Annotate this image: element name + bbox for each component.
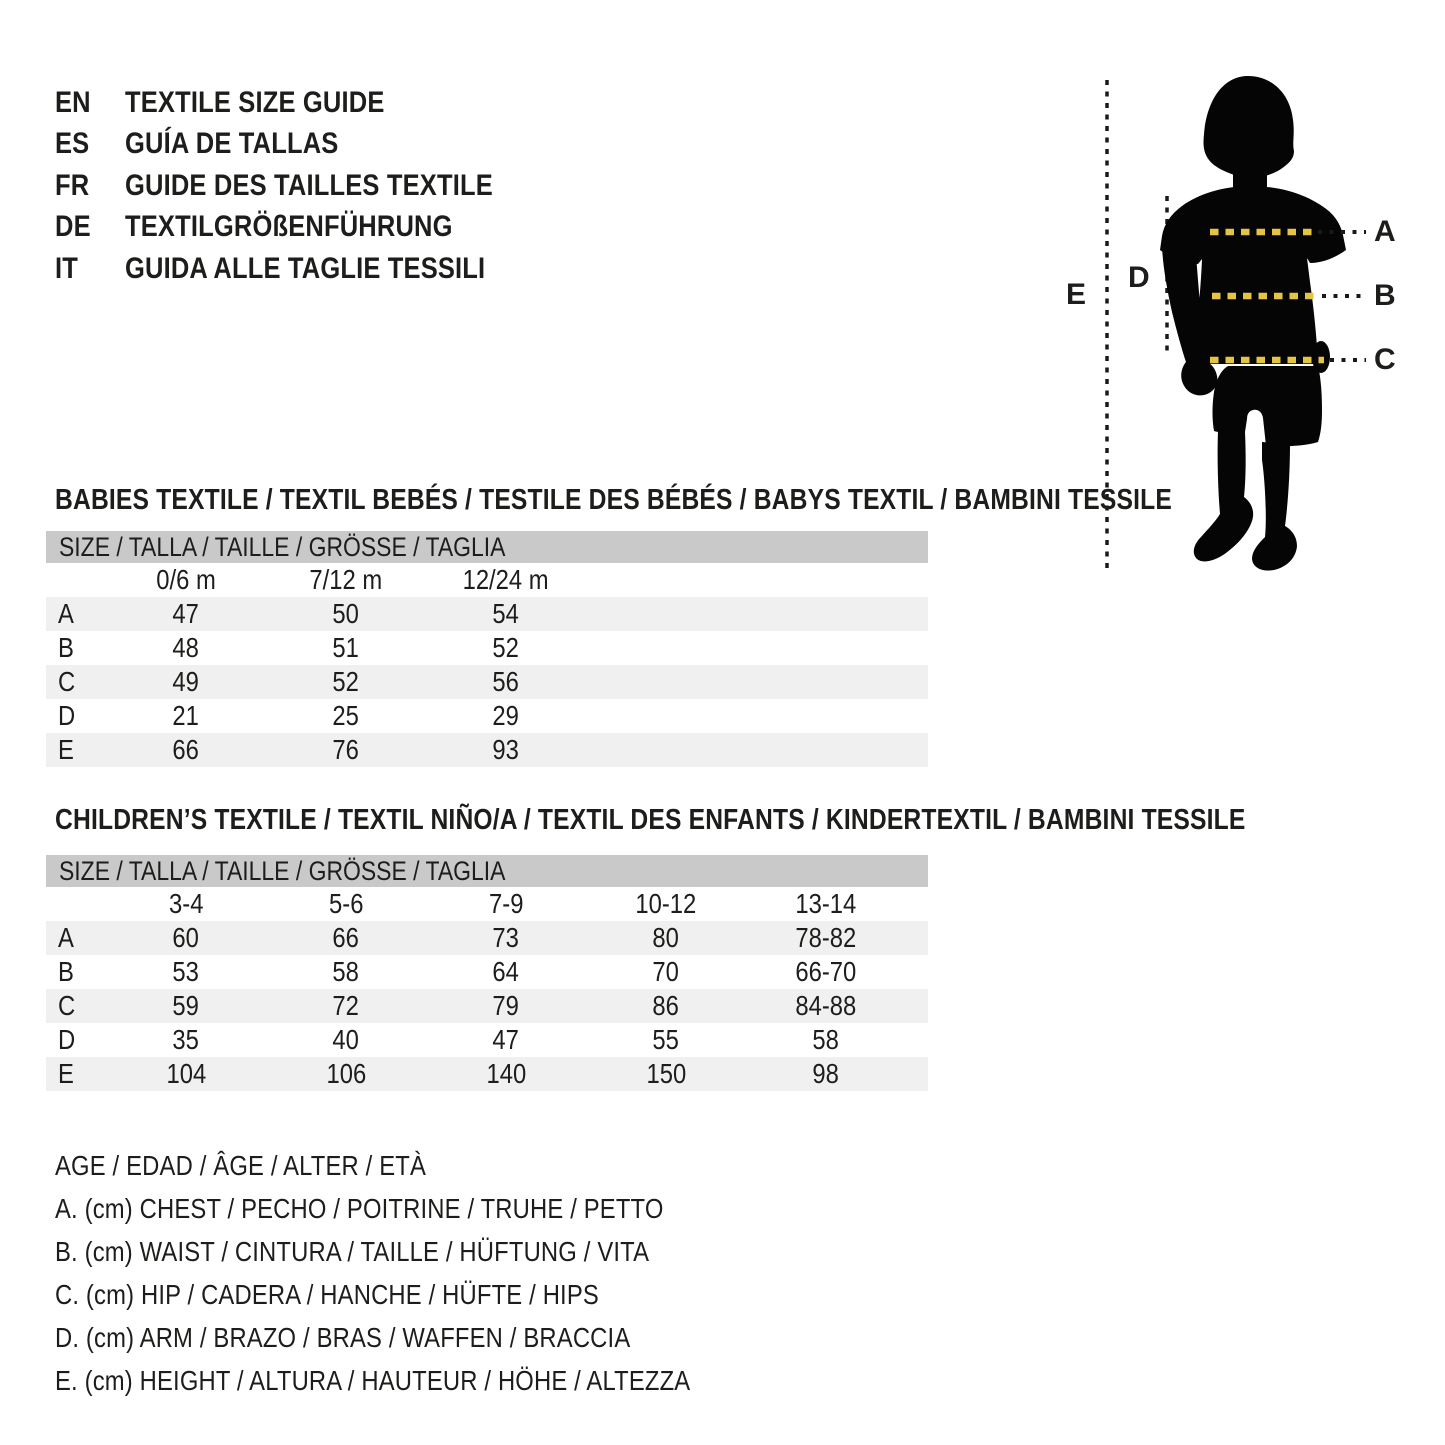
cell-value: 53 <box>172 956 200 987</box>
row-label: D <box>58 1024 76 1055</box>
figure-label-B: B <box>1374 279 1396 312</box>
lang-code: ES <box>55 127 90 161</box>
column-header: 10-12 <box>635 888 697 919</box>
row-label: A <box>58 922 74 953</box>
cell-value: 104 <box>166 1058 206 1089</box>
cell-value: 84-88 <box>795 990 857 1021</box>
size-row-A <box>46 921 928 955</box>
cell-value: 150 <box>646 1058 686 1089</box>
cell-value: 52 <box>332 666 360 697</box>
cell-value: 140 <box>486 1058 526 1089</box>
babies-section-title: BABIES TEXTILE / TEXTIL BEBÉS / TESTILE DES BÉBÉS / BABYS TEXTIL / BAMBINI TESSILE <box>55 484 1172 516</box>
guide-title: GUIDE DES TAILLES TEXTILE <box>125 168 493 202</box>
row-label: A <box>58 598 74 629</box>
measurement-legend <box>55 1144 802 1402</box>
guide-title: TEXTILGRÖßENFÜHRUNG <box>125 210 453 244</box>
children-size-table <box>46 855 928 1091</box>
cell-value: 47 <box>492 1024 520 1055</box>
figure-label-A: A <box>1374 215 1396 248</box>
cell-value: 59 <box>172 990 200 1021</box>
legend-waist: B. (cm) WAIST / CINTURA / TAILLE / HÜFTUNG / VITA <box>55 1236 650 1267</box>
row-label: C <box>58 990 76 1021</box>
column-header: 13-14 <box>795 888 857 919</box>
size-header-bar: SIZE / TALLA / TAILLE / GRÖSSE / TAGLIA <box>46 855 928 887</box>
title-row-en <box>55 82 558 124</box>
size-row-A <box>46 597 928 631</box>
children-section-title: CHILDREN’S TEXTILE / TEXTIL NIÑO/A / TEXTIL DES ENFANTS / KINDERTEXTIL / BAMBINI TESSILE <box>55 804 1246 836</box>
cell-value: 60 <box>172 922 200 953</box>
cell-value: 79 <box>492 990 520 1021</box>
lang-code: FR <box>55 168 90 202</box>
row-label: C <box>58 666 76 697</box>
column-header-row <box>46 563 928 597</box>
size-row-C <box>46 989 928 1023</box>
column-header-row <box>46 887 928 921</box>
figure-label-E: E <box>1066 278 1087 311</box>
lang-code: EN <box>55 85 91 119</box>
cell-value: 76 <box>332 734 360 765</box>
cell-value: 80 <box>652 922 680 953</box>
cell-value: 66-70 <box>795 956 857 987</box>
cell-value: 35 <box>172 1024 200 1055</box>
cell-value: 73 <box>492 922 520 953</box>
cell-value: 48 <box>172 632 200 663</box>
language-title-block <box>55 82 558 290</box>
cell-value: 56 <box>492 666 520 697</box>
row-label: B <box>58 956 74 987</box>
column-header: 5-6 <box>328 888 364 919</box>
cell-value: 98 <box>812 1058 840 1089</box>
size-row-D <box>46 1023 928 1057</box>
cell-value: 21 <box>172 700 200 731</box>
cell-value: 29 <box>492 700 520 731</box>
row-label: E <box>58 734 74 765</box>
column-header: 3-4 <box>168 888 204 919</box>
measurement-figure <box>1000 60 1445 600</box>
row-label: D <box>58 700 76 731</box>
cell-value: 49 <box>172 666 200 697</box>
legend-hip: C. (cm) HIP / CADERA / HANCHE / HÜFTE / HIPS <box>55 1279 599 1310</box>
cell-value: 66 <box>332 922 360 953</box>
title-row-es <box>55 124 558 166</box>
guide-title: TEXTILE SIZE GUIDE <box>125 85 385 119</box>
legend-age: AGE / EDAD / ÂGE / ALTER / ETÀ <box>55 1150 427 1181</box>
legend-chest: A. (cm) CHEST / PECHO / POITRINE / TRUHE / PETTO <box>55 1193 664 1224</box>
cell-value: 58 <box>332 956 360 987</box>
child-silhouette-diagram <box>1000 60 1445 600</box>
cell-value: 72 <box>332 990 360 1021</box>
column-header: 7/12 m <box>309 564 383 595</box>
cell-value: 64 <box>492 956 520 987</box>
size-row-D <box>46 699 928 733</box>
lang-code: IT <box>55 251 79 285</box>
size-row-E <box>46 733 928 767</box>
title-row-fr <box>55 165 558 207</box>
legend-height: E. (cm) HEIGHT / ALTURA / HAUTEUR / HÖHE / ALTEZZA <box>55 1365 691 1396</box>
cell-value: 50 <box>332 598 360 629</box>
cell-value: 40 <box>332 1024 360 1055</box>
cell-value: 78-82 <box>795 922 857 953</box>
babies-size-table <box>46 531 928 767</box>
cell-value: 47 <box>172 598 200 629</box>
guide-title: GUIDA ALLE TAGLIE TESSILI <box>125 251 486 285</box>
cell-value: 66 <box>172 734 200 765</box>
column-header: 0/6 m <box>156 564 216 595</box>
cell-value: 54 <box>492 598 520 629</box>
size-header-bar: SIZE / TALLA / TAILLE / GRÖSSE / TAGLIA <box>46 531 928 563</box>
guide-title: GUÍA DE TALLAS <box>125 127 339 161</box>
size-row-C <box>46 665 928 699</box>
row-label: B <box>58 632 74 663</box>
cell-value: 52 <box>492 632 520 663</box>
column-header: 12/24 m <box>462 564 549 595</box>
legend-arm: D. (cm) ARM / BRAZO / BRAS / WAFFEN / BRACCIA <box>55 1322 631 1353</box>
cell-value: 106 <box>326 1058 366 1089</box>
size-row-B <box>46 955 928 989</box>
row-label: E <box>58 1058 74 1089</box>
size-row-E <box>46 1057 928 1091</box>
cell-value: 70 <box>652 956 680 987</box>
cell-value: 51 <box>332 632 360 663</box>
column-header: 7-9 <box>488 888 524 919</box>
cell-value: 86 <box>652 990 680 1021</box>
title-row-it <box>55 248 558 290</box>
size-row-B <box>46 631 928 665</box>
cell-value: 25 <box>332 700 360 731</box>
figure-label-D: D <box>1128 261 1150 294</box>
cell-value: 55 <box>652 1024 680 1055</box>
lang-code: DE <box>55 210 91 244</box>
figure-label-C: C <box>1374 343 1396 376</box>
cell-value: 93 <box>492 734 520 765</box>
cell-value: 58 <box>812 1024 840 1055</box>
title-row-de <box>55 207 558 249</box>
